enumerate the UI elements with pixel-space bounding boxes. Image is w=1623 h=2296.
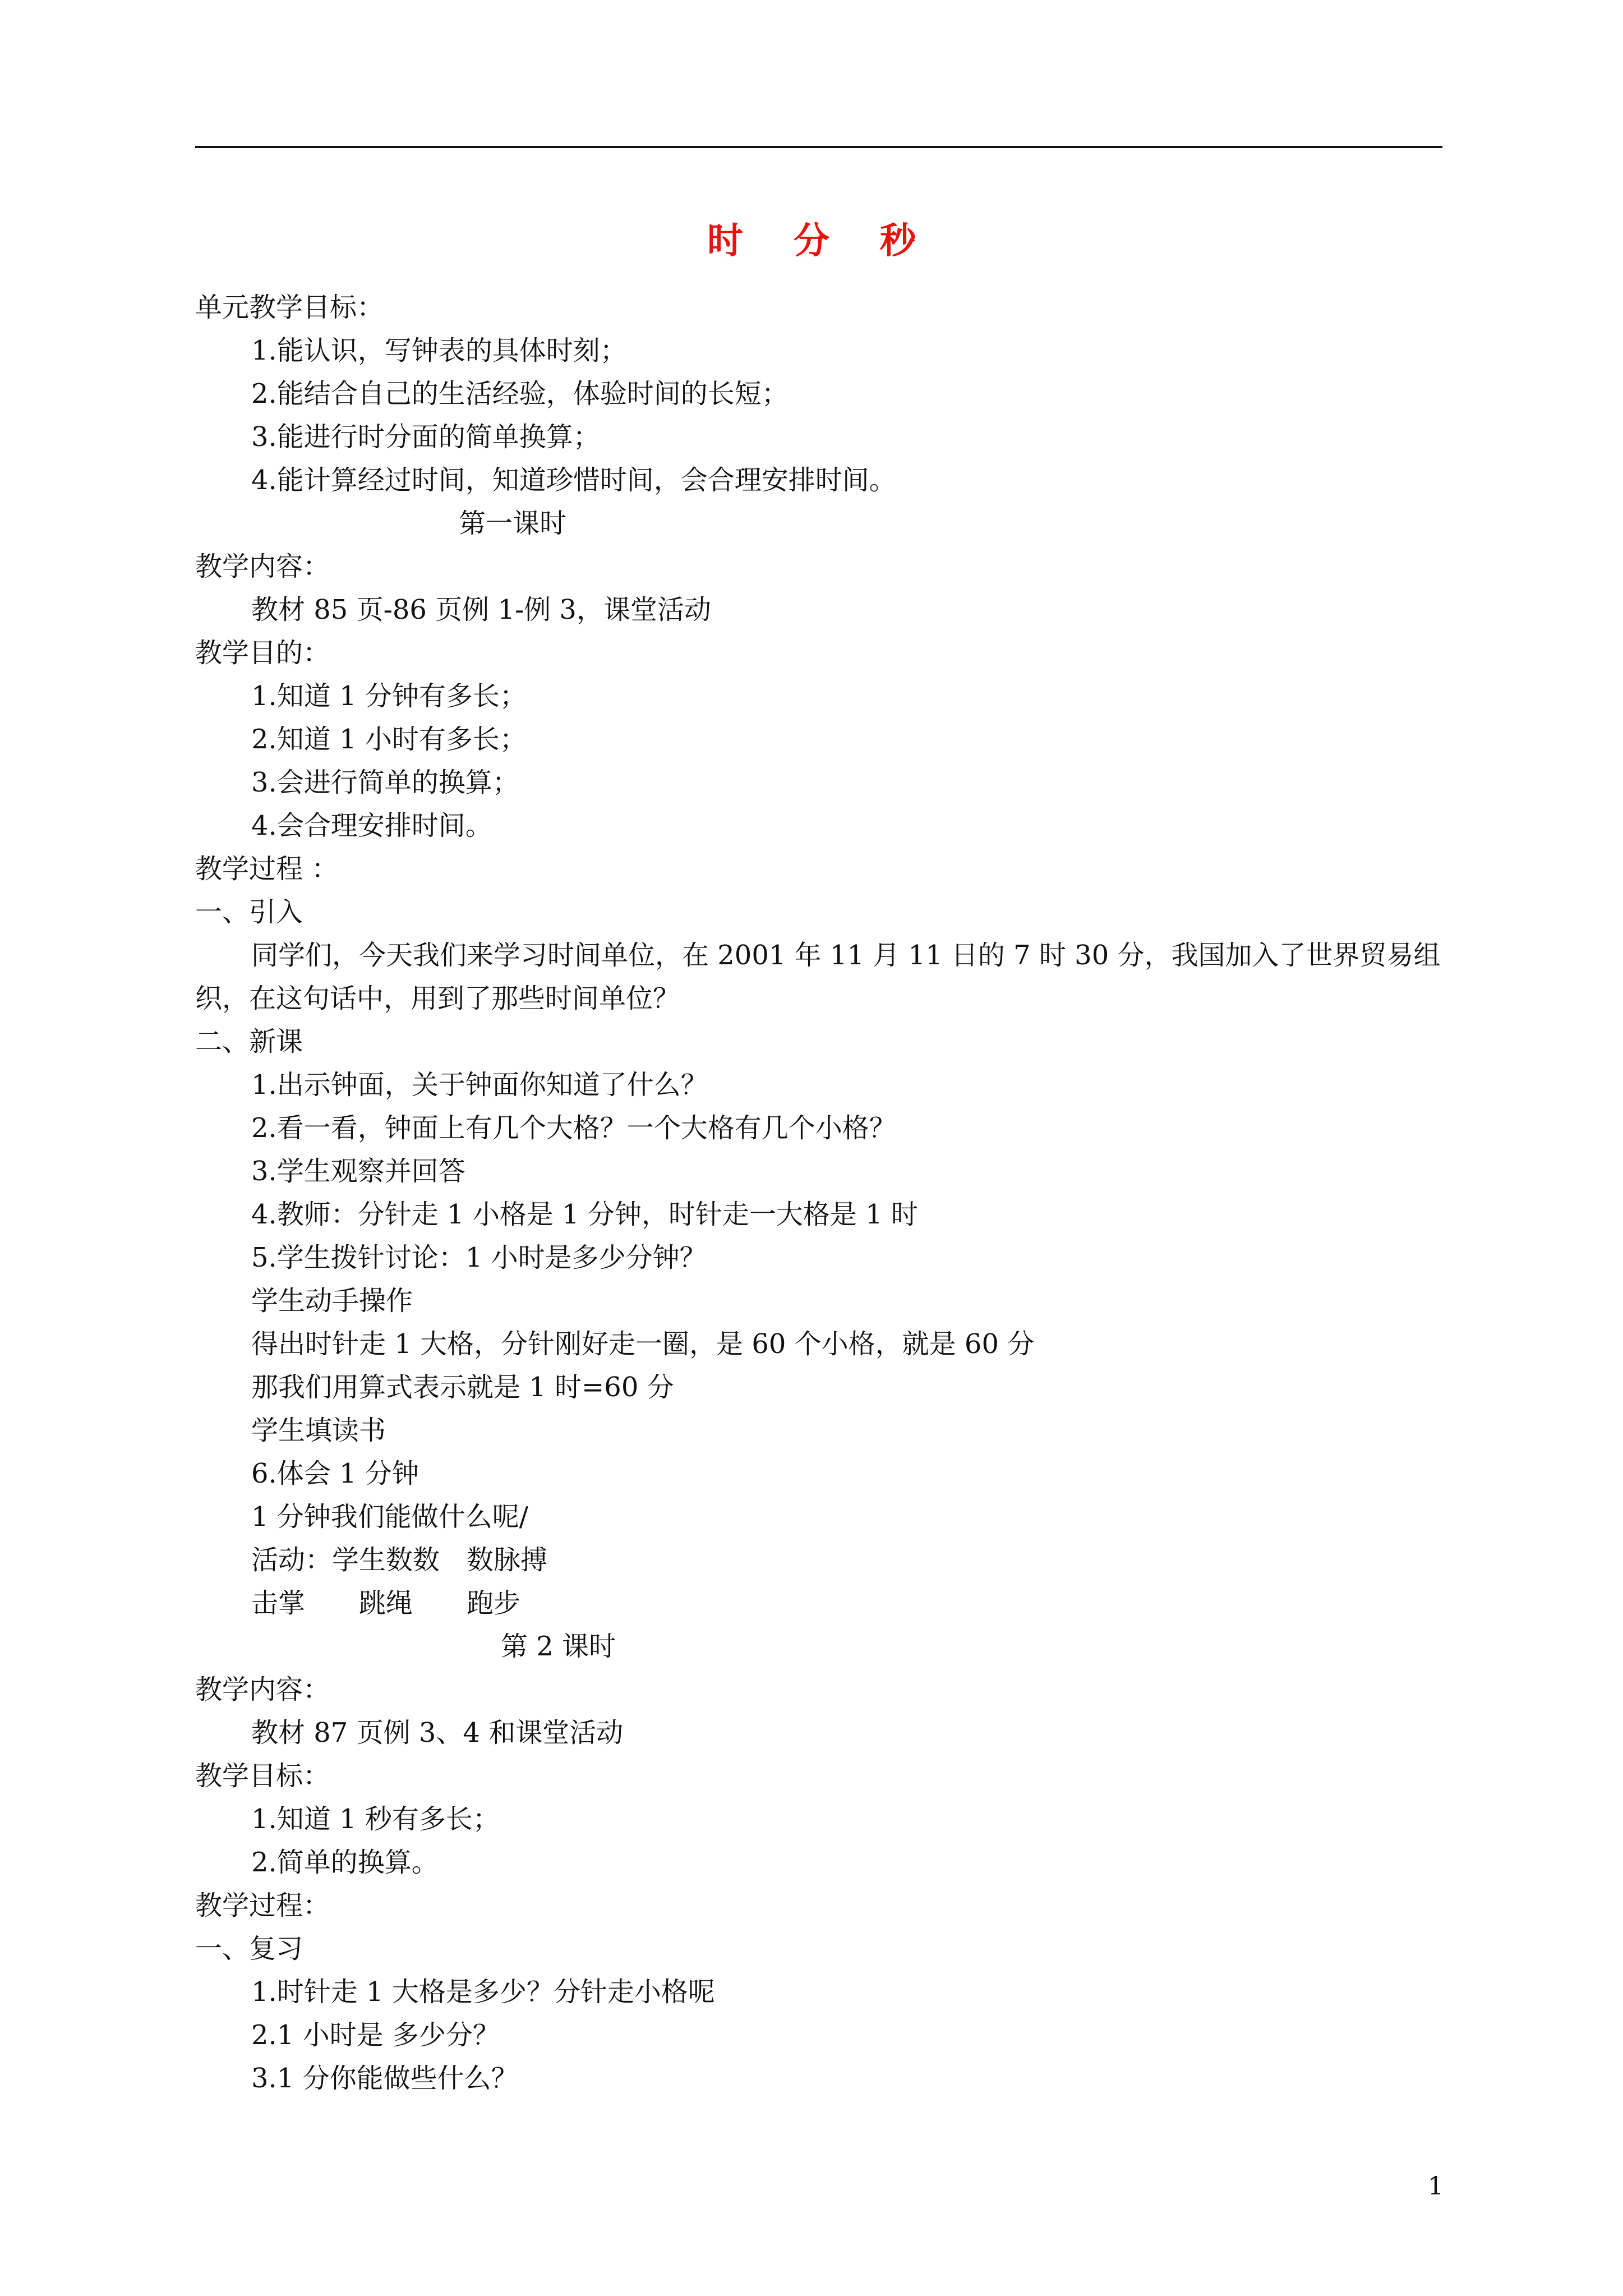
unit-goal-item: 1.能认识，写钟表的具体时刻； xyxy=(251,335,627,366)
list-item: 1.知道 1 秒有多长； xyxy=(251,1803,500,1835)
list-item: 2.知道 1 小时有多长； xyxy=(251,724,527,755)
text-line: 教材 87 页例 3、4 和课堂活动 xyxy=(251,1717,624,1749)
section-heading: 教学目标： xyxy=(195,1760,330,1792)
unit-goal-item: 2.能结合自己的生活经验，体验时间的长短； xyxy=(251,378,789,409)
unit-goal-item: 4.能计算经过时间，知道珍惜时间，会合理安排时间。 xyxy=(251,464,896,496)
list-item: 2.1 小时是 多少分？ xyxy=(251,2019,500,2051)
list-item: 3.学生观察并回答 xyxy=(251,1156,465,1187)
list-item: 4.教师：分针走 1 小格是 1 分钟，时针走一大格是 1 时 xyxy=(251,1199,918,1230)
subsection-heading: 一、复习 xyxy=(195,1933,303,1964)
list-item: 2.简单的换算。 xyxy=(251,1847,439,1878)
text-line: 1 分钟我们能做什么呢/ xyxy=(251,1501,528,1533)
list-item: 5.学生拨针讨论：1 小时是多少分钟？ xyxy=(251,1242,707,1273)
text-line: 那我们用算式表示就是 1 时=60 分 xyxy=(251,1372,674,1403)
unit-goals-heading: 单元教学目标： xyxy=(195,292,384,323)
unit-goal-item: 3.能进行时分面的简单换算； xyxy=(251,421,600,453)
list-item: 3.会进行简单的换算； xyxy=(251,767,519,798)
list-item: 2.看一看，钟面上有几个大格？一个大格有几个小格？ xyxy=(251,1112,896,1144)
list-item: 3.1 分你能做些什么？ xyxy=(251,2063,518,2094)
intro-paragraph: 同学们，今天我们来学习时间单位，在 2001 年 11 月 11 日的 7 时 30 分，我国加入了世界贸易组织，在这句话中，用到了那些时间单位？ xyxy=(195,940,1441,1014)
text-line: 学生填读书 xyxy=(251,1415,386,1446)
section-heading: 教学内容： xyxy=(195,551,330,582)
text-line: 教材 85 页-86 页例 1-例 3，课堂活动 xyxy=(251,594,711,625)
list-item: 1.时针走 1 大格是多少？分针走小格呢 xyxy=(251,1976,715,2008)
section-heading: 教学目的： xyxy=(195,637,330,669)
list-item: 4.会合理安排时间。 xyxy=(251,810,492,841)
text-line: 得出时针走 1 大格，分针刚好走一圈，是 60 个小格，就是 60 分 xyxy=(251,1328,1035,1360)
list-item: 1.出示钟面，关于钟面你知道了什么？ xyxy=(251,1069,708,1101)
page-title: 时分秒 xyxy=(707,220,966,262)
text-line: 击掌 跳绳 跑步 xyxy=(251,1588,521,1619)
section-heading: 教学过程： xyxy=(195,1890,330,1921)
list-item: 6.体会 1 分钟 xyxy=(251,1458,419,1489)
subsection-heading: 一、引入 xyxy=(195,896,303,928)
section-heading: 教学内容： xyxy=(195,1674,330,1705)
lesson-1-heading: 第一课时 xyxy=(459,508,567,539)
text-line: 学生动手操作 xyxy=(251,1285,413,1317)
document-body xyxy=(195,286,1446,2100)
lesson-2-heading: 第 2 课时 xyxy=(501,1631,616,1662)
text-line: 活动：学生数数 数脉搏 xyxy=(251,1544,548,1576)
page-number: 1 xyxy=(1428,2172,1444,2201)
header-rule xyxy=(195,146,1442,148)
section-heading: 教学过程 ： xyxy=(195,853,339,885)
list-item: 1.知道 1 分钟有多长； xyxy=(251,680,527,712)
subsection-heading: 二、新课 xyxy=(195,1026,303,1057)
